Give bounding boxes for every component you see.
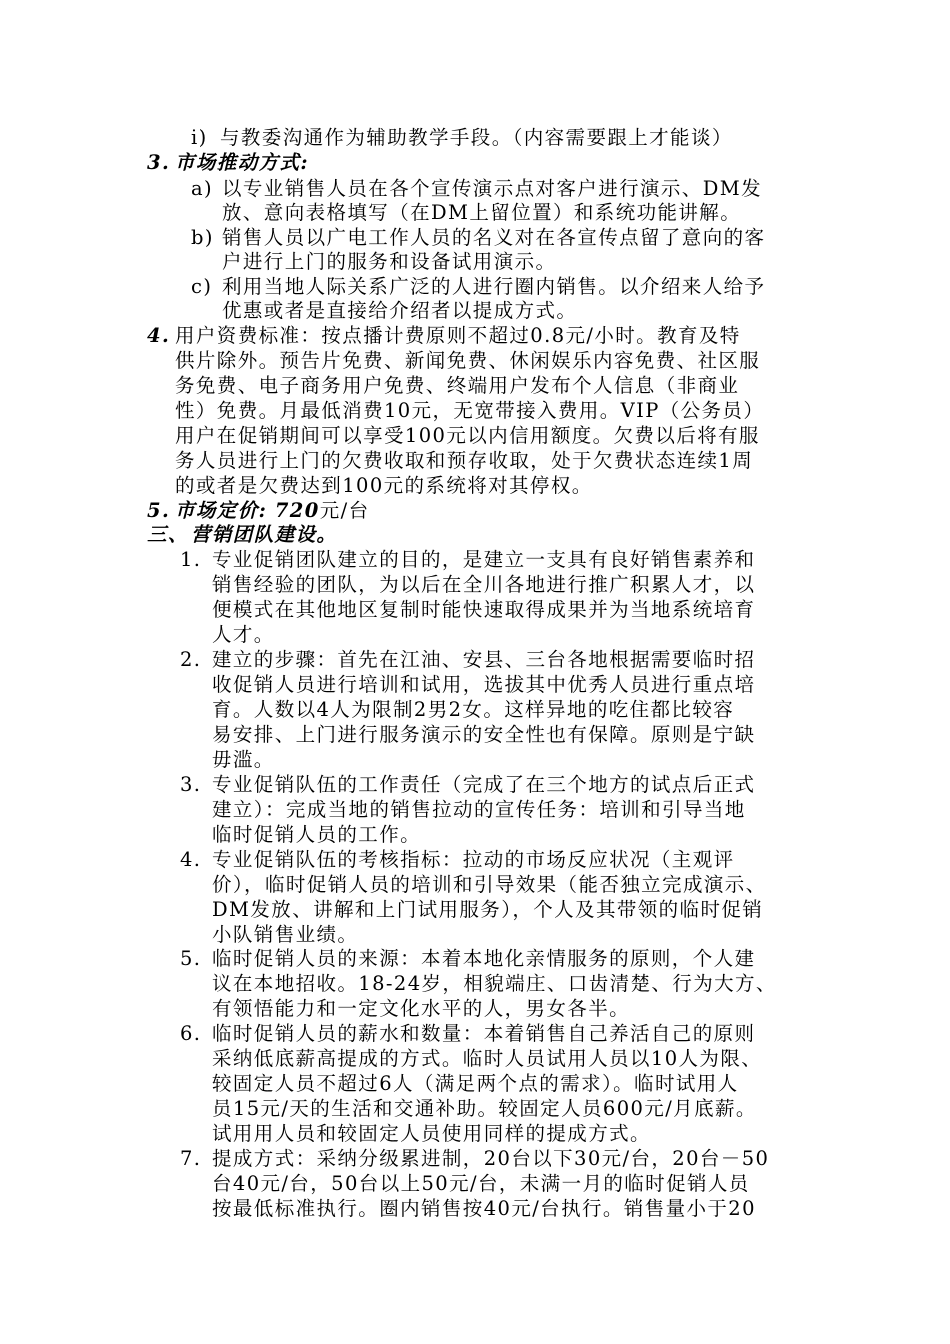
team-item-4-marker: 4.: [180, 848, 202, 871]
section-4-line: 性）免费。月最低消费10元，无宽带接入费用。VIP（公务员）: [175, 399, 765, 422]
team-item-2-line: 毋滥。: [212, 748, 275, 771]
team-item-7-marker: 7.: [180, 1147, 202, 1170]
section-4-marker: 4.: [147, 324, 171, 347]
team-item-4-line: 价），临时促销人员的培训和引导效果（能否独立完成演示、: [212, 873, 767, 896]
team-item-4-line: 小队销售业绩。: [212, 923, 359, 946]
item-b-line: 户进行上门的服务和设备试用演示。: [222, 250, 557, 273]
section-5-price: 720: [274, 499, 320, 522]
team-item-1-line: 便模式在其他地区复制时能快速取得成果并为当地系统培育: [212, 598, 756, 621]
item-a-line: 以专业销售人员在各个宣传演示点对客户进行演示、DM发: [222, 177, 763, 200]
team-item-4-line: DM发放、讲解和上门试用服务），个人及其带领的临时促销: [212, 898, 764, 921]
team-item-2-line: 建立的步骤：首先在江油、安县、三台各地根据需要临时招: [212, 648, 756, 671]
team-item-3-line: 建立）：完成当地的销售拉动的宣传任务：培训和引导当地: [212, 798, 746, 821]
item-a-line: 放、意向表格填写（在DM上留位置）和系统功能讲解。: [222, 201, 742, 224]
team-item-5-line: 临时促销人员的来源：本着本地化亲情服务的原则，个人建: [212, 947, 756, 970]
team-item-6-line: 临时促销人员的薪水和数量：本着销售自己养活自己的原则: [212, 1022, 756, 1045]
section-5-marker: 5.: [147, 499, 171, 522]
team-item-1-marker: 1.: [180, 548, 202, 571]
team-item-6-line: 试用用人员和较固定人员使用同样的提成方式。: [212, 1122, 651, 1145]
item-c-line: 利用当地人际关系广泛的人进行圈内销售。以介绍来人给予: [222, 275, 766, 298]
item-c-marker: c): [191, 275, 213, 298]
team-item-6-line: 采纳低底薪高提成的方式。临时人员试用人员以10人为限、: [212, 1047, 763, 1070]
section-5-unit: 元/台: [319, 499, 370, 522]
section-4-line: 用户资费标准：按点播计费原则不超过0.8元/小时。教育及特: [175, 324, 741, 347]
section-5-heading: 市场定价:: [175, 499, 268, 522]
item-b-marker: b): [191, 226, 214, 249]
item-c-line: 优惠或者是直接给介绍者以提成方式。: [222, 299, 578, 322]
team-item-5-line: 议在本地招收。18-24岁，相貌端庄、口齿清楚、行为大方、: [212, 972, 777, 995]
team-item-1-line: 销售经验的团队，为以后在全川各地进行推广积累人才，以: [212, 573, 756, 596]
section-5-line: [175, 499, 370, 523]
team-item-6-marker: 6.: [180, 1022, 202, 1045]
team-item-1-line: 人才。: [212, 623, 275, 646]
team-item-7-line: 提成方式：采纳分级累进制，20台以下30元/台，20台－50: [212, 1147, 770, 1170]
team-item-7-line: 按最低标准执行。圈内销售按40元/台执行。销售量小于20: [212, 1197, 756, 1220]
section-4-line: 的或者是欠费达到100元的系统将对其停权。: [175, 474, 593, 497]
team-item-2-line: 收促销人员进行培训和试用，选拔其中优秀人员进行重点培: [212, 673, 756, 696]
team-item-2-line: 易安排、上门进行服务演示的安全性也有保障。原则是宁缺: [212, 723, 756, 746]
team-item-7-line: 台40元/台，50台以上50元/台，未满一月的临时促销人员: [212, 1172, 750, 1195]
team-item-2-line: 育。人数以4人为限制2男2女。这样异地的吃住都比较容: [212, 698, 735, 721]
item-a-marker: a): [191, 177, 214, 200]
section-3-heading: 市场推动方式:: [175, 151, 309, 174]
team-item-6-line: 较固定人员不超过6人（满足两个点的需求）。临时试用人: [212, 1072, 739, 1095]
team-item-3-line: 专业促销队伍的工作责任（完成了在三个地方的试点后正式: [212, 773, 756, 796]
section-three-heading: 营销团队建设。: [191, 523, 338, 546]
section-4-line: 供片除外。预告片免费、新闻免费、休闲娱乐内容免费、社区服: [175, 349, 761, 372]
team-item-2-marker: 2.: [180, 648, 202, 671]
item-b-line: 销售人员以广电工作人员的名义对在各宣传点留了意向的客: [222, 226, 766, 249]
team-item-4-line: 专业促销队伍的考核指标：拉动的市场反应状况（主观评: [212, 848, 735, 871]
section-4-line: 务免费、电子商务用户免费、终端用户发布个人信息（非商业: [175, 374, 740, 397]
section-three-marker: 三、: [147, 523, 189, 546]
team-item-3-marker: 3.: [180, 773, 202, 796]
section-3-marker: 3.: [147, 151, 171, 174]
team-item-6-line: 员15元/天的生活和交通补助。较固定人员600元/月底薪。: [212, 1097, 757, 1120]
team-item-5-marker: 5.: [180, 947, 202, 970]
item-i-marker: i): [191, 126, 208, 149]
item-i-text: 与教委沟通作为辅助教学手段。（内容需要跟上才能谈）: [220, 126, 733, 149]
team-item-5-line: 有领悟能力和一定文化水平的人，男女各半。: [212, 997, 631, 1020]
section-4-line: 用户在促销期间可以享受100元以内信用额度。欠费以后将有服: [175, 424, 760, 447]
team-item-1-line: 专业促销团队建立的目的，是建立一支具有良好销售素养和: [212, 548, 756, 571]
section-4-line: 务人员进行上门的欠费收取和预存收取，处于欠费状态连续1周: [175, 449, 754, 472]
team-item-3-line: 临时促销人员的工作。: [212, 823, 422, 846]
